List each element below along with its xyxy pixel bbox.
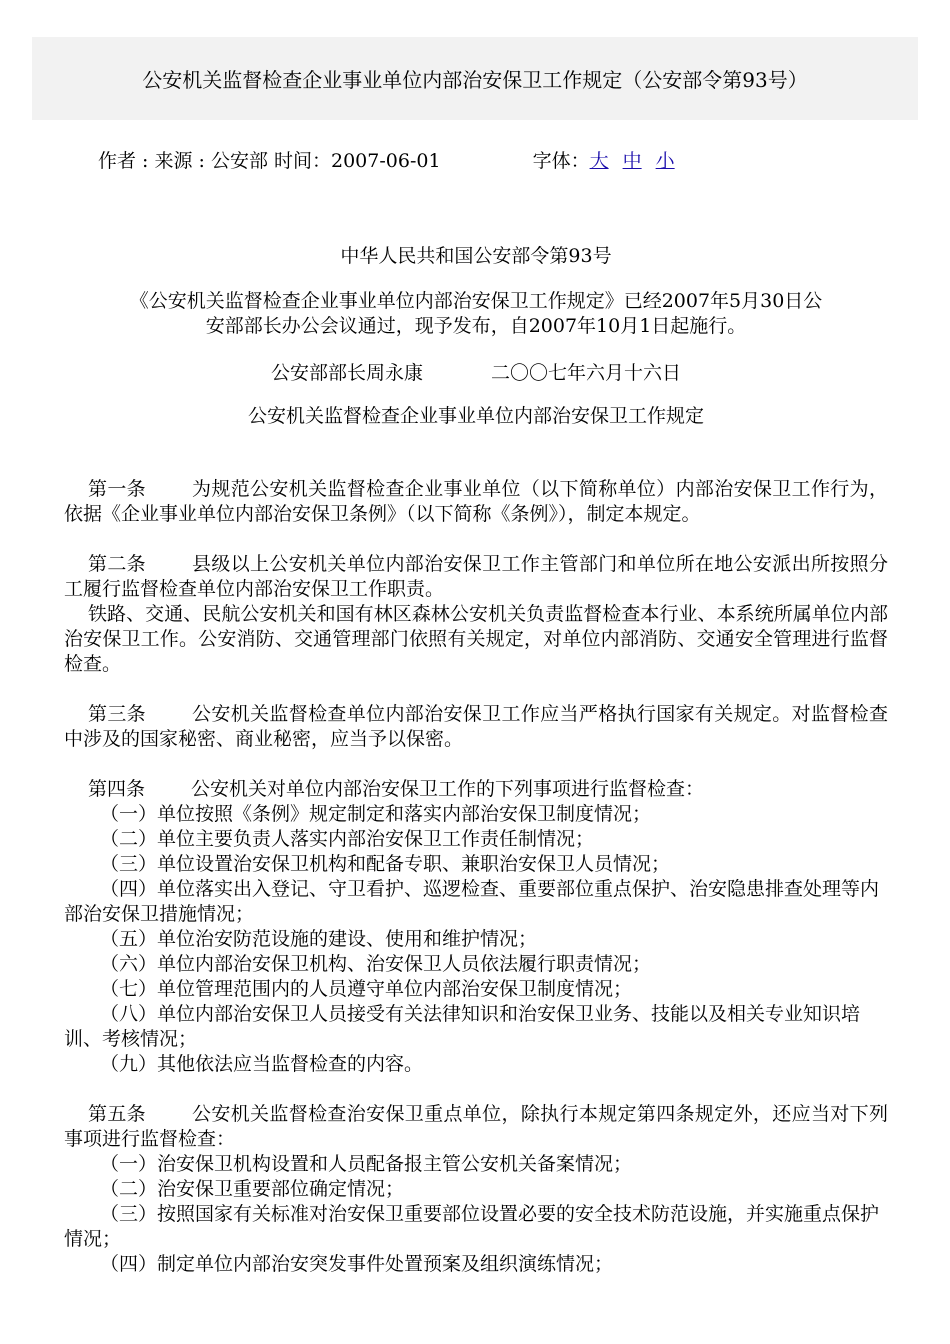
meta-line bbox=[98, 146, 675, 173]
article-4 bbox=[64, 777, 888, 1077]
list-item: （二）治安保卫重要部位确定情况； bbox=[100, 1178, 405, 1200]
list-item: （七）单位管理范围内的人员遵守单位内部治安保卫制度情况； bbox=[100, 978, 633, 1000]
document-title-bar bbox=[32, 37, 918, 120]
list-item: （三）按照国家有关标准对治安保卫重要部位设置必要的安全技术防范设施，并实施重点保护情况； bbox=[64, 1203, 880, 1250]
decree-date: 二〇〇七年六月十六日 bbox=[491, 362, 682, 384]
list-item: （二）单位主要负责人落实内部治安保卫工作责任制情况； bbox=[100, 828, 595, 850]
font-medium-link[interactable]: 中 bbox=[622, 150, 642, 172]
article-paragraph: 铁路、交通、民航公安机关和国有林区森林公安机关负责监督检查本行业、本系统所属单位内部治安保卫工作。公安消防、交通管理部门依照有关规定，对单位内部消防、交通安全管理进行监督检查。 bbox=[64, 603, 888, 675]
article-label: 第二条 bbox=[88, 553, 147, 575]
decree-signature bbox=[64, 361, 888, 386]
decree-signer: 公安部部长周永康 bbox=[270, 362, 423, 384]
decree-intro-line2: 安部部长办公会议通过，现予发布，自2007年10月1日起施行。 bbox=[205, 315, 747, 337]
document-body bbox=[64, 244, 888, 1277]
article-text: 公安机关监督检查治安保卫重点单位，除执行本规定第四条规定外，还应当对下列事项进行监督检查： bbox=[64, 1103, 888, 1150]
article-1 bbox=[64, 477, 888, 527]
article-label: 第一条 bbox=[88, 478, 147, 500]
article-2 bbox=[64, 552, 888, 677]
list-item: （五）单位治安防范设施的建设、使用和维护情况； bbox=[100, 928, 538, 950]
meta-info: 作者 : 来源 : 公安部 时间：2007-06-01 bbox=[98, 150, 441, 172]
list-item: （九）其他依法应当监督检查的内容。 bbox=[100, 1053, 424, 1075]
article-text: 公安机关监督检查单位内部治安保卫工作应当严格执行国家有关规定。对监督检查中涉及的国家秘密、商业秘密，应当予以保密。 bbox=[64, 703, 888, 750]
article-label: 第四条 bbox=[88, 778, 146, 800]
list-item: （八）单位内部治安保卫人员接受有关法律知识和治安保卫业务、技能以及相关专业知识培训、考核情况； bbox=[64, 1003, 861, 1050]
decree-intro-line1: 《公安机关监督检查企业事业单位内部治安保卫工作规定》已经2007年5月30日公 bbox=[129, 290, 823, 312]
list-item: （三）单位设置治安保卫机构和配备专职、兼职治安保卫人员情况； bbox=[100, 853, 671, 875]
article-text: 公安机关对单位内部治安保卫工作的下列事项进行监督检查： bbox=[191, 778, 705, 800]
font-large-link[interactable]: 大 bbox=[589, 150, 609, 172]
font-small-link[interactable]: 小 bbox=[655, 150, 675, 172]
article-label: 第五条 bbox=[88, 1103, 147, 1125]
article-label: 第三条 bbox=[88, 703, 147, 725]
article-5 bbox=[64, 1102, 888, 1277]
list-item: （一）单位按照《条例》规定制定和落实内部治安保卫制度情况； bbox=[100, 803, 652, 825]
document-title: 公安机关监督检查企业事业单位内部治安保卫工作规定（公安部令第93号） bbox=[142, 68, 808, 92]
font-size-label: 字体： bbox=[532, 150, 590, 172]
list-item: （一）治安保卫机构设置和人员配备报主管公安机关备案情况； bbox=[100, 1153, 633, 1175]
article-text: 县级以上公安机关单位内部治安保卫工作主管部门和单位所在地公安派出所按照分工履行监督检查单位内部治安保卫工作职责。 bbox=[64, 553, 888, 600]
decree-number: 中华人民共和国公安部令第93号 bbox=[340, 245, 612, 267]
list-item: （六）单位内部治安保卫机构、治安保卫人员依法履行职责情况； bbox=[100, 953, 652, 975]
article-text: 为规范公安机关监督检查企业事业单位（以下简称单位）内部治安保卫工作行为，依据《企业事业单位内部治安保卫条例》（以下简称《条例》），制定本规定。 bbox=[64, 478, 888, 525]
list-item: （四）单位落实出入登记、守卫看护、巡逻检查、重要部位重点保护、治安隐患排查处理等内部治安保卫措施情况； bbox=[64, 878, 880, 925]
list-item: （四）制定单位内部治安突发事件处置预案及组织演练情况； bbox=[100, 1253, 614, 1275]
decree-intro bbox=[64, 289, 888, 339]
regulation-title: 公安机关监督检查企业事业单位内部治安保卫工作规定 bbox=[247, 405, 704, 427]
article-3 bbox=[64, 702, 888, 752]
